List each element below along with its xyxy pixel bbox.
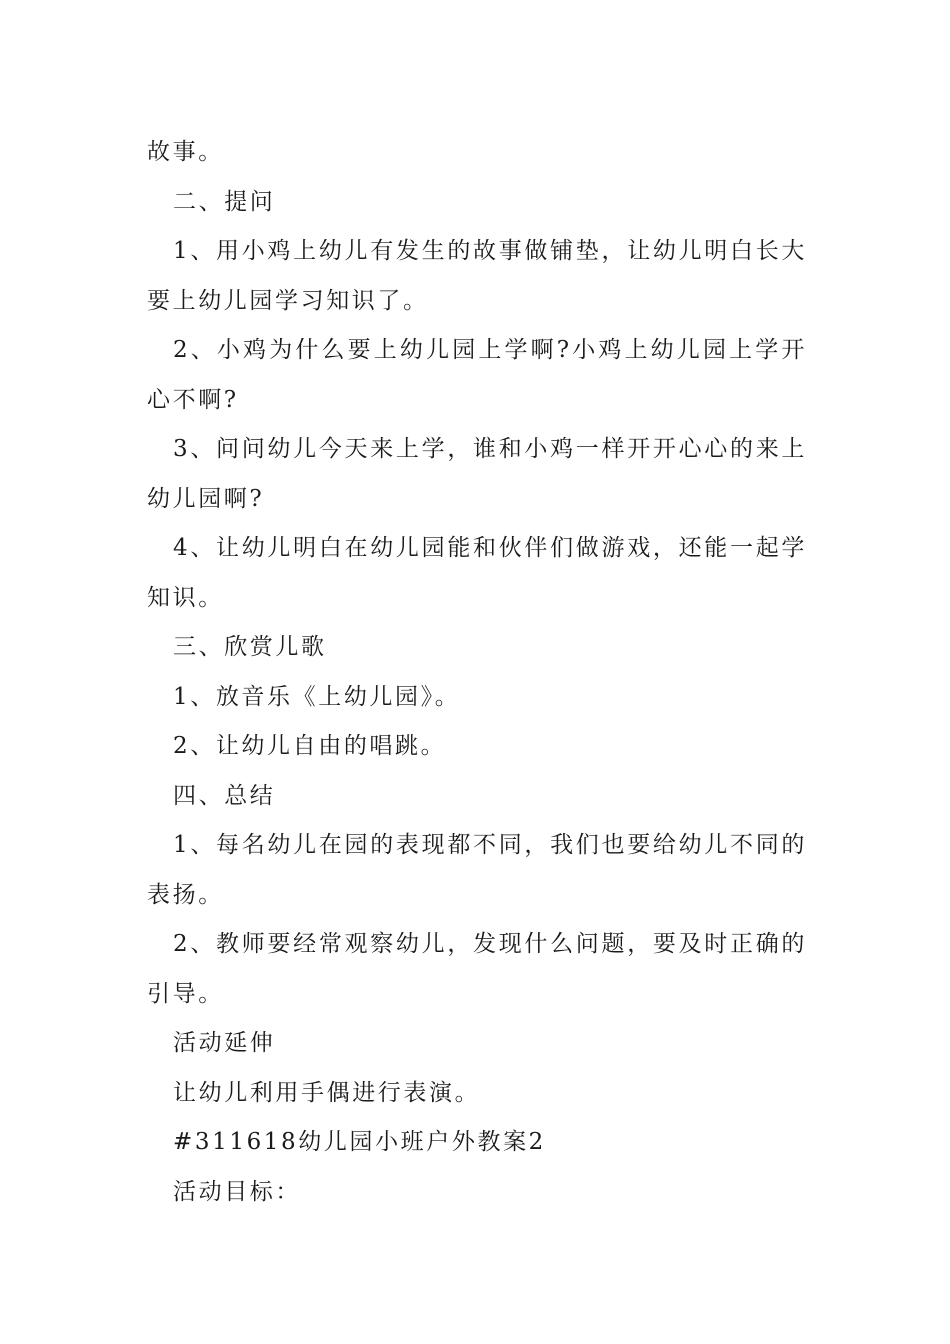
paragraph-song-2: 2、让幼儿自由的唱跳。: [173, 733, 447, 759]
heading-activity-goals: 活动目标：: [173, 1178, 301, 1205]
paragraph-song-1: 1、放音乐《上幼儿园》。: [173, 683, 461, 710]
paragraph-question-3: 3、问问幼儿今天来上学，谁和小鸡一样开开心心的来上幼儿园啊?: [147, 436, 807, 512]
heading-activity-extension: 活动延伸: [173, 1030, 276, 1056]
paragraph-story-end: 故事。: [147, 139, 224, 165]
paragraph-question-2: 2、小鸡为什么要上幼儿园上学啊?小鸡上幼儿园上学开心不啊?: [147, 337, 807, 413]
heading-summary: 四、总结: [173, 782, 276, 809]
paragraph-summary-1: 1、每名幼儿在园的表现都不同，我们也要给幼儿不同的表扬。: [147, 832, 807, 908]
heading-lesson-plan-2: #311618幼儿园小班户外教案2: [173, 1129, 546, 1155]
document-body: [147, 128, 807, 1217]
heading-song-appreciation: 三、欣赏儿歌: [173, 634, 327, 660]
paragraph-summary-2: 2、教师要经常观察幼儿，发现什么问题，要及时正确的引导。: [147, 931, 807, 1007]
paragraph-question-1: 1、用小鸡上幼儿有发生的故事做铺垫，让幼儿明白长大要上幼儿园学习知识了。: [147, 238, 807, 314]
paragraph-extension: 让幼儿利用手偶进行表演。: [173, 1079, 481, 1106]
heading-questions: 二、提问: [173, 188, 276, 215]
paragraph-question-4: 4、让幼儿明白在幼儿园能和伙伴们做游戏，还能一起学知识。: [147, 535, 807, 611]
